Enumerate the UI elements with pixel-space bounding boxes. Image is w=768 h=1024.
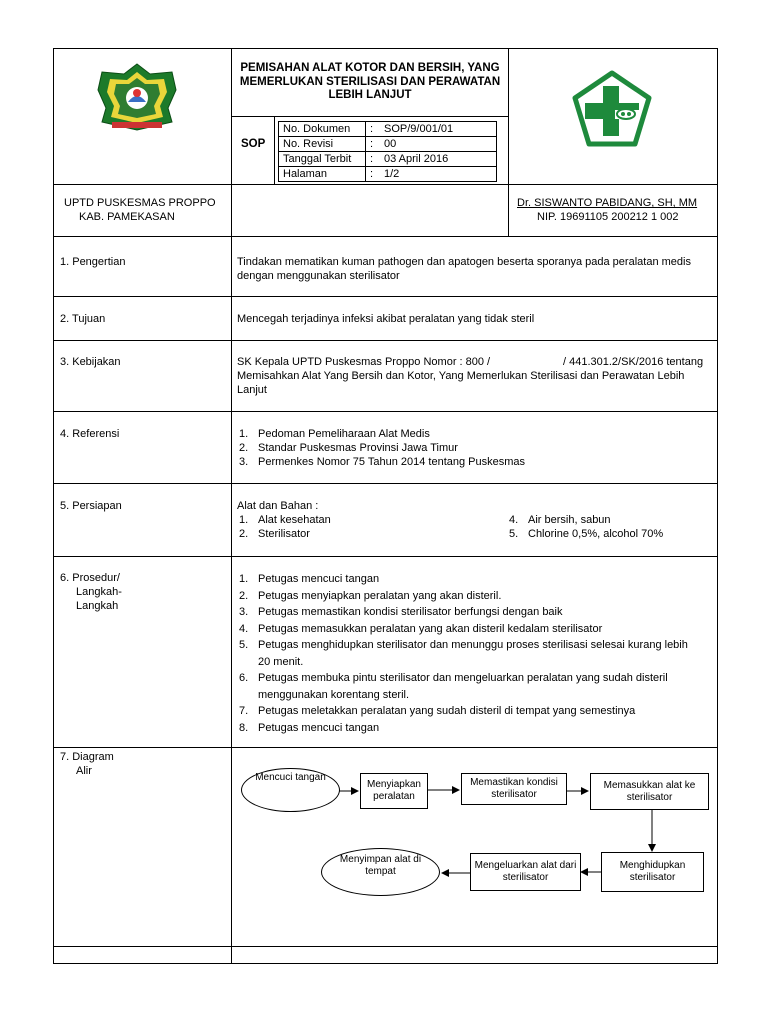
meta-value: 1/2 [380,167,497,182]
pengertian-text-line: dengan menggunakan sterilisator [237,270,400,282]
section-label-pengertian: 1. Pengertian [60,256,126,268]
list-item [239,604,688,621]
list-item-number: 6. [239,672,249,684]
meta-value: 03 April 2016 [380,152,497,167]
section-label-referensi: 4. Referensi [60,428,120,440]
section-label-persiapan: 5. Persiapan [60,500,122,512]
list-item-text: Petugas menyiapkan peralatan yang akan disteril. [258,589,502,602]
table-border-top [53,48,718,49]
list-item-number: 3. [239,606,249,618]
list-item [239,703,688,720]
table-border-bottom [53,963,718,964]
list-item-number: 2. [239,589,249,602]
sop-label: SOP [241,138,266,150]
title-divider [231,116,508,117]
meta-value: 00 [380,137,497,152]
referensi-list [239,427,525,469]
list-item [239,588,688,605]
list-item [239,637,688,670]
org-district: KAB. PAMEKASAN [79,211,175,223]
list-item-text: Petugas menghidupkan sterilisator dan menunggu proses sterilisasi selesai kurang lebih [258,639,688,651]
meta-label: No. Revisi [279,137,366,152]
meta-separator: : [366,122,381,137]
sop-divider [274,116,275,184]
flow-step-node: Mengeluarkan alat dari sterilisator [470,853,581,891]
list-item [239,427,525,441]
section-label-kebijakan: 3. Kebijakan [60,356,121,368]
meta-separator: : [366,167,381,182]
list-item-number: 1. [239,573,249,585]
list-item-text: Petugas mencuci tangan [258,721,380,734]
meta-label: Halaman [279,167,366,182]
list-item-number: 4. [239,622,249,635]
flow-end-node: Menyimpan alat di tempat [321,848,440,896]
list-item-text: Chlorine 0,5%, alcohol 70% [528,528,664,540]
row-divider [53,296,718,297]
org-divider-right [508,184,509,236]
tujuan-text: Mencegah terjadinya infeksi akibat peralatan yang tidak steril [237,313,535,325]
list-item-text: menggunakan korentang steril. [258,688,410,701]
pengertian-text-line: Tindakan mematikan kuman pathogen dan apatogen beserta sporanya pada peralatan medis [237,256,691,268]
kebijakan-text-line: Lanjut [237,384,267,396]
meta-row [279,137,497,152]
list-item [239,441,525,455]
list-item [239,720,688,737]
list-item-number: 8. [239,721,249,734]
list-item-number: 3. [239,456,249,468]
table-border-right [717,48,718,964]
section-label-diagram: Alir [76,765,92,777]
flow-step-node: Menghidupkan sterilisator [601,852,704,892]
meta-separator: : [366,137,381,152]
signer-nip: NIP. 19691105 200212 1 002 [537,211,679,223]
persiapan-intro: Alat dan Bahan : [237,500,319,512]
list-item-number: 4. [509,514,519,526]
section-label-prosedur: 6. Prosedur/ [60,572,120,584]
table-border-left [53,48,54,964]
flow-step-node: Memasukkan alat ke sterilisator [590,773,709,810]
kebijakan-text-line: / 441.301.2/SK/2016 tentang [563,356,704,368]
list-item-number: 7. [239,705,249,717]
list-item [239,621,688,638]
list-item-number: 1. [239,428,249,440]
persiapan-list-left [239,513,331,541]
section-label-prosedur: Langkah [76,600,119,612]
row-divider [53,340,718,341]
meta-value: SOP/9/001/01 [380,122,497,137]
list-item-text: Alat kesehatan [258,514,331,526]
prosedur-list [239,571,688,736]
list-item [239,455,525,469]
list-item-number: 5. [239,639,249,651]
list-item-number: 5. [509,528,519,540]
header-divider-right [508,48,509,184]
list-item-text: Air bersih, sabun [528,514,611,526]
document-meta-table [278,121,497,182]
meta-label: No. Dokumen [279,122,366,137]
list-item-text: Petugas meletakkan peralatan yang sudah disteril di tempat yang semestinya [258,705,636,717]
list-item-text: 20 menit. [258,655,304,668]
list-item [239,527,331,541]
list-item-number: 2. [239,442,249,454]
org-name: UPTD PUSKESMAS PROPPO [64,197,216,209]
list-item [239,670,688,703]
signer-name: Dr. SISWANTO PABIDANG, SH, MM [517,197,698,209]
list-item [509,527,663,541]
list-item-text: Pedoman Pemeliharaan Alat Medis [258,428,430,440]
section-label-prosedur: Langkah- [76,586,122,598]
puskesmas-logo-icon [571,70,653,153]
kebijakan-text-line: SK Kepala UPTD Puskesmas Proppo Nomor : 800 / [237,356,491,368]
kebijakan-text-line: Memisahkan Alat Yang Bersih dan Kotor, Yang Memerlukan Sterilisasi dan Perawatan Lebih [237,370,685,382]
list-item [239,513,331,527]
row-divider [53,184,718,185]
list-item-text: Petugas mencuci tangan [258,573,380,585]
list-item-text: Sterilisator [258,528,310,540]
persiapan-list-right [509,513,663,541]
row-divider [53,556,718,557]
list-item-text: Petugas memasukkan peralatan yang akan disteril kedalam sterilisator [258,622,603,635]
flow-step-node: Memastikan kondisi sterilisator [461,773,567,805]
list-item-text: Standar Puskesmas Provinsi Jawa Timur [258,442,458,454]
list-item [239,571,688,588]
document-title: PEMISAHAN ALAT KOTOR DAN BERSIH, YANG MEMERLUKAN STERILISASI DAN PERAWATAN LEBIH LANJUT [239,62,501,101]
section-label-diagram: 7. Diagram [60,751,114,763]
list-item-text: Petugas memastikan kondisi sterilisator berfungsi dengan baik [258,606,563,618]
list-item-number: 2. [239,528,249,540]
meta-separator: : [366,152,381,167]
meta-row [279,152,497,167]
row-divider [53,483,718,484]
row-divider [53,411,718,412]
list-item-text: Petugas membuka pintu sterilisator dan mengeluarkan peralatan yang sudah disteril [258,672,668,684]
list-item [509,513,663,527]
row-divider [53,946,718,947]
flow-start-node: Mencuci tangan [241,768,340,812]
meta-label: Tanggal Terbit [279,152,366,167]
list-item-text: Permenkes Nomor 75 Tahun 2014 tentang Puskesmas [258,456,526,468]
pamekasan-regency-emblem-icon [92,62,182,137]
list-item-number: 1. [239,514,249,526]
section-label-tujuan: 2. Tujuan [60,313,106,325]
meta-row [279,167,497,182]
meta-row [279,122,497,137]
flow-step-node: Menyiapkan peralatan [360,773,428,809]
row-divider [53,236,718,237]
